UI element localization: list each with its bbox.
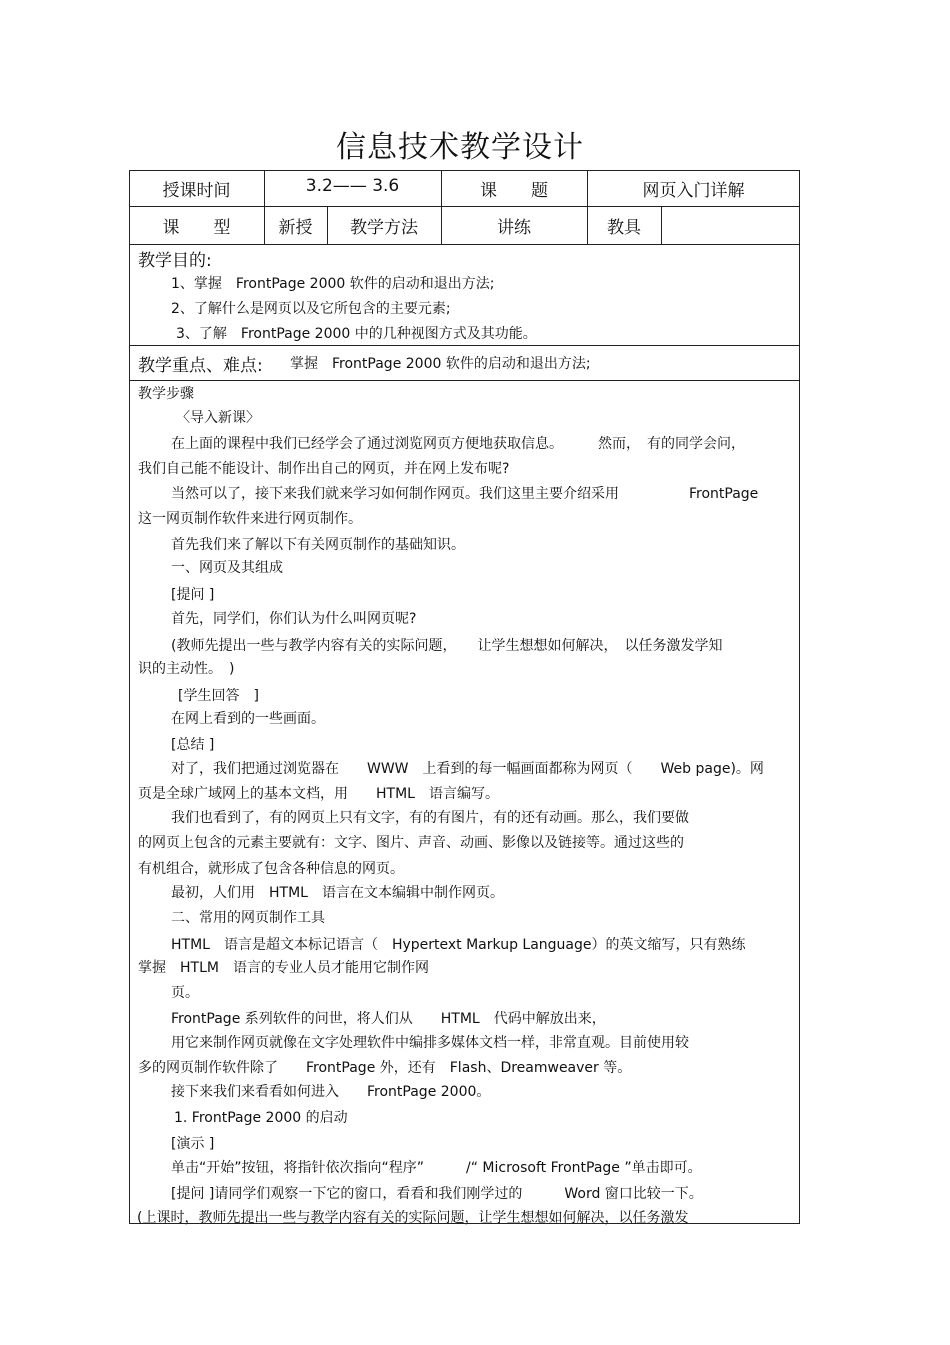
value-class-time: 3.2—— 3.6 [305,176,400,196]
steps-line: 一、网页及其组成 [171,560,283,576]
objective-item: 2、了解什么是网页以及它所包含的主要元素; [171,301,451,317]
page-title: 信息技术教学设计 [336,130,584,165]
steps-line: 的网页上包含的元素主要就有：文字、图片、声音、动画、影像以及链接等。通过这些的 [138,835,684,851]
steps-line: 二、常用的网页制作工具 [171,910,325,926]
steps-line: FrontPage 系列软件的问世，将人们从 HTML 代码中解放出来， [171,1011,606,1027]
steps-line: 1. FrontPage 2000 的启动 [174,1110,348,1126]
steps-line: 〈导入新课〉 [176,410,260,426]
steps-line: 接下来我们来看看如何进入 FrontPage 2000。 [171,1084,491,1100]
steps-line: [演示 ] [171,1136,215,1152]
keypoints-heading: 教学重点、难点: [138,356,263,376]
steps-line: 这一网页制作软件来进行网页制作。 [138,511,362,527]
steps-line: 掌握 HTLM 语言的专业人员才能用它制作网 [138,960,429,976]
label-class-type: 课 型 [162,218,231,238]
steps-line: 对了，我们把通过浏览器在 WWW 上看到的每一幅画面都称为网页（ Web page)。网 [171,761,764,777]
steps-line: 有机组合，就形成了包含各种信息的网页。 [138,861,404,877]
steps-line: 单击“开始”按钮，将指针依次指向“程序” /“ Microsoft FrontPage ”单击即可。 [171,1160,702,1176]
steps-line: [总结 ] [171,737,215,753]
steps-line: 多的网页制作软件除了 FrontPage 外，还有 Flash、Dreamweaver 等。 [138,1060,632,1076]
steps-line: 在网上看到的一些画面。 [171,711,325,727]
steps-line: 用它来制作网页就像在文字处理软件中编排多媒体文档一样，非常直观。目前使用较 [171,1035,689,1051]
value-topic: 网页入门详解 [642,181,745,201]
objective-item: 3、了解 FrontPage 2000 中的几种视图方式及其功能。 [176,326,537,342]
table-rule [129,345,800,346]
value-teaching-method: 讲练 [497,218,531,238]
steps-line: 在上面的课程中我们已经学会了通过浏览网页方便地获取信息。 然而， 有的同学会问， [171,436,745,452]
steps-line: 首先，同学们，你们认为什么叫网页呢? [171,611,417,627]
label-topic: 课 题 [480,181,548,201]
table-rule [661,206,662,244]
steps-line: 最初，人们用 HTML 语言在文本编辑中制作网页。 [171,885,504,901]
steps-line: (教师先提出一些与教学内容有关的实际问题， 让学生想想如何解决， 以任务激发学知 [171,638,723,654]
steps-line: HTML 语言是超文本标记语言（ Hypertext Markup Language）的英文缩写，只有熟练 [171,937,746,953]
steps-line: 页是全球广域网上的基本文档，用 HTML 语言编写。 [138,786,499,802]
steps-line: 我们也看到了，有的网页上只有文字，有的有图片，有的还有动画。那么，我们要做 [171,810,689,826]
steps-line: (上课时，教师先提出一些与教学内容有关的实际问题，让学生想想如何解决，以任务激发 [137,1210,689,1226]
steps-line: 我们自己能不能设计、制作出自己的网页，并在网上发布呢? [138,461,510,477]
steps-line: 页。 [171,985,199,1001]
label-teaching-aids: 教具 [607,218,641,238]
table-rule [129,380,800,381]
steps-line: 识的主动性。 ) [138,661,235,677]
steps-line: [学生回答 ] [178,688,259,704]
value-class-type: 新授 [278,218,313,238]
label-class-time: 授课时间 [162,181,231,201]
steps-line: [提问 ] [171,587,215,603]
steps-line: 教学步骤 [138,386,194,402]
steps-line: 当然可以了，接下来我们就来学习如何制作网页。我们这里主要介绍采用 FrontPage [171,486,759,502]
label-teaching-method: 教学方法 [350,218,418,238]
steps-line: 首先我们来了解以下有关网页制作的基础知识。 [171,537,465,553]
steps-line: [提问 ]请同学们观察一下它的窗口，看看和我们刚学过的 Word 窗口比较一下。 [171,1186,703,1202]
keypoints-text: 掌握 FrontPage 2000 软件的启动和退出方法; [290,356,591,372]
table-rule [129,206,800,207]
objectives-heading: 教学目的: [138,251,212,271]
objective-item: 1、掌握 FrontPage 2000 软件的启动和退出方法; [171,276,495,292]
table-rule [129,244,800,245]
